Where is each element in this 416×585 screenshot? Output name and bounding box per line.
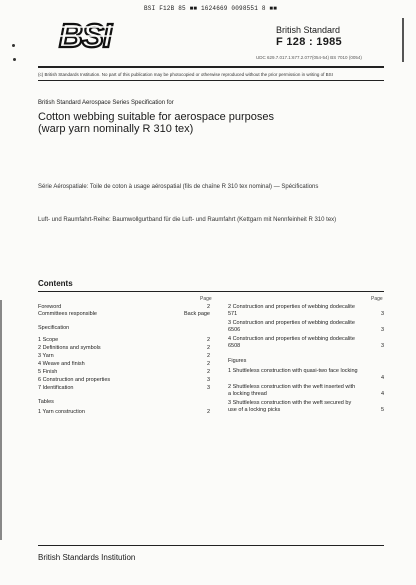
toc-entry-page: 3 <box>380 343 384 349</box>
svg-text:BSI: BSI <box>58 17 112 53</box>
header-rule <box>38 66 384 68</box>
bsi-logo <box>54 17 116 53</box>
french-title: Série Aérospatiale: Toile de coton à usage aérospatial (fils de chaîne R 310 tex nominal) — Spécifications <box>38 184 319 190</box>
toc-entry-label: 4 Weave and finish <box>38 361 85 367</box>
toc-entry-page: Back page <box>184 311 210 317</box>
footer-publisher: British Standards Institution <box>38 553 136 562</box>
toc-entry-page: 5 <box>380 407 384 413</box>
toc-entry-label: 2 Shuttleless construction with the weft inserted with a locking thread <box>228 384 356 397</box>
document-title <box>38 111 274 135</box>
toc-entry-label: 6 Construction and properties <box>38 377 111 383</box>
copyright-note: (c) British Standards Institution. No part of this publication may be photocopied or otherwise reproduced without the prior permission in writing of BSI <box>38 72 333 77</box>
toc-entry-label: 5 Finish <box>38 369 58 375</box>
toc-entry-label: 1 Scope <box>38 337 59 343</box>
footer-rule <box>38 545 384 546</box>
punch-mark <box>13 58 16 61</box>
toc-entry-page: 2 <box>206 369 210 375</box>
toc-entry-label: 3 Construction and properties of webbing dodecalite 6506 <box>228 320 355 333</box>
toc-entry-label: 4 Construction and properties of webbing dodecalite 6508 <box>228 336 355 349</box>
toc-entry-page: 3 <box>380 327 384 333</box>
reference-line: UDC 629.7.017.1:677.2.077(054-54) BS 7010 (0054) <box>256 55 362 60</box>
toc-entry-page: 3 <box>206 377 210 383</box>
series-title: British Standard Aerospace Series Specification for <box>38 100 174 106</box>
contents-heading: Contents <box>38 279 73 288</box>
barcode-line: BSI F12B 85 ■■ 1624669 0098551 8 ■■ <box>144 5 278 12</box>
german-title: Luft- und Raumfahrt-Reihe: Baumwollgurtband für die Luft- und Raumfahrt (Kettgarn mit Nennfeinheit R 310 tex) <box>38 217 337 223</box>
standard-number: F 128 : 1985 <box>276 36 342 48</box>
title-line: Cotton webbing suitable for aerospace purposes <box>38 111 275 123</box>
scan-edge-mark <box>402 18 404 62</box>
toc-entry-page: 3 <box>380 311 384 317</box>
toc-section-heading: Specification <box>38 325 70 331</box>
page-column-header: Page <box>200 296 212 302</box>
toc-entry-page: 2 <box>206 409 210 415</box>
toc-entry-page: 2 <box>206 361 210 367</box>
toc-entry-label: 3 Shuttleless construction with the weft secured by use of a locking picks <box>228 400 352 413</box>
toc-entry-page: 2 <box>206 345 210 351</box>
toc-entry-label: Foreword <box>38 304 62 310</box>
scan-edge-mark <box>0 300 2 540</box>
toc-entry-label: 3 Yarn <box>38 353 54 359</box>
standard-label: British Standard <box>276 25 341 35</box>
toc-entry-label: 2 Construction and properties of webbing dodecalite 571 <box>228 304 355 317</box>
punch-mark <box>12 44 15 47</box>
toc-section-heading: Figures <box>228 358 247 364</box>
toc-entry-page: 4 <box>380 375 384 381</box>
toc-entry-page: 2 <box>206 304 210 310</box>
header-rule-thin <box>38 80 384 81</box>
toc-entry-label: 1 Shuttleless construction with quasi-two face locking <box>228 368 358 374</box>
toc-entry-label: Committees responsible <box>38 311 97 317</box>
toc-entry-page: 2 <box>206 337 210 343</box>
page-column-header: Page <box>371 296 383 302</box>
contents-rule <box>38 291 384 292</box>
toc-section-heading: Tables <box>38 399 54 405</box>
toc-entry-page: 3 <box>206 385 210 391</box>
title-line: (warp yarn nominally R 310 tex) <box>38 123 194 135</box>
toc-entry-page: 2 <box>206 353 210 359</box>
toc-entry-page: 4 <box>380 391 384 397</box>
toc-entry-label: 7 Identification <box>38 385 74 391</box>
toc-entry-label: 2 Definitions and symbols <box>38 345 101 351</box>
toc-entry-label: 1 Yarn construction <box>38 409 85 415</box>
